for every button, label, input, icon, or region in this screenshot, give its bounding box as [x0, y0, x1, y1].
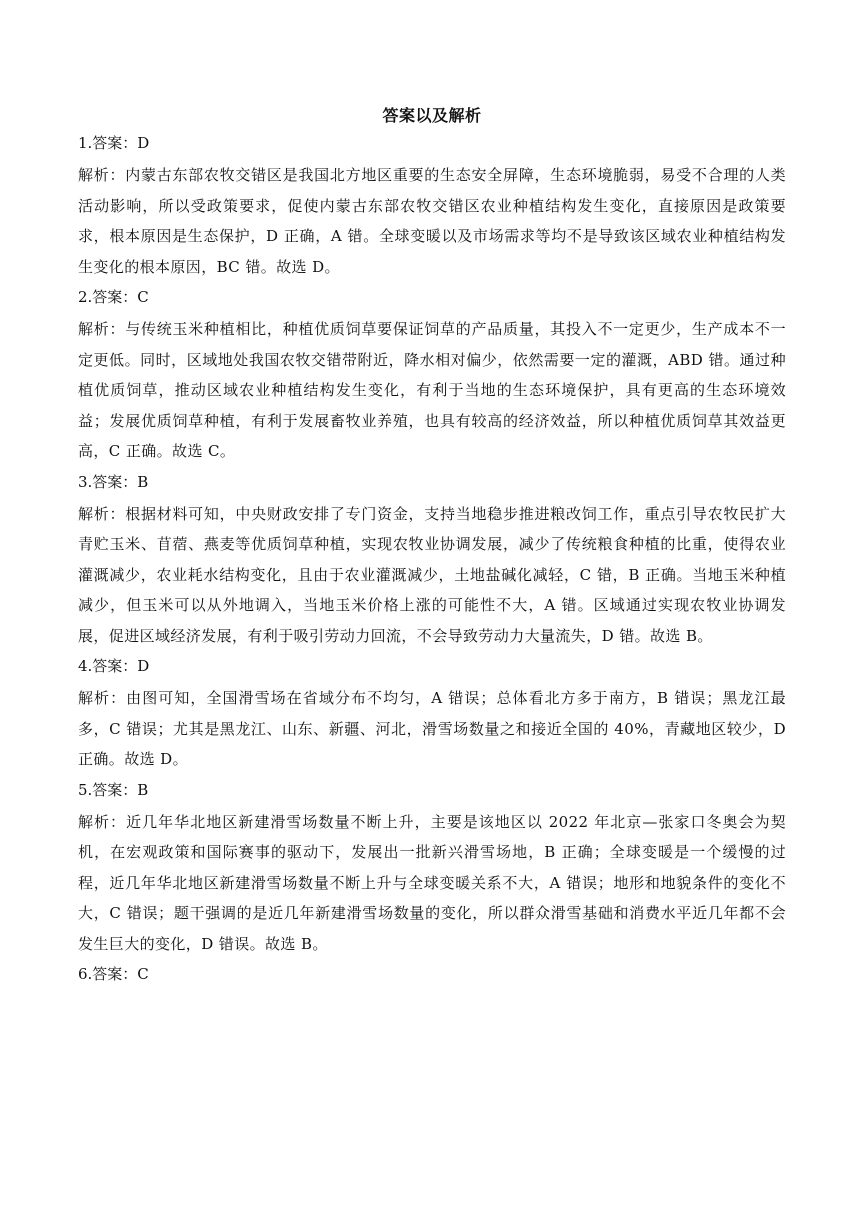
answer-item-5	[78, 779, 786, 960]
answer-item-1	[78, 132, 786, 282]
answer-item-3	[78, 471, 786, 652]
analysis-text: 解析：由图可知，全国滑雪场在省域分布不均匀，A 错误；总体看北方多于南方，B 错误；黑龙江最多，C 错误；尤其是黑龙江、山东、新疆、河北，滑雪场数量之和接近全国的 40%，青藏地区较少，D 正确。故选 D。	[78, 689, 786, 768]
answer-label: 3.答案：B	[78, 472, 149, 491]
analysis-text: 解析：内蒙古东部农牧交错区是我国北方地区重要的生态安全屏障，生态环境脆弱，易受不合理的人类活动影响，所以受政策要求，促使内蒙古东部农牧交错区农业种植结构发生变化，直接原因是政策要求，根本原因是生态保护，D 正确，A 错。全球变暖以及市场需求等均不是导致该区域农业种植结构发生变化的根本原因，BC 错。故选 D。	[78, 166, 786, 276]
answer-label: 1.答案：D	[78, 134, 150, 152]
answer-label: 4.答案：D	[78, 657, 150, 675]
page-title: 答案以及解析	[382, 106, 482, 125]
analysis-text: 解析：近几年华北地区新建滑雪场数量不断上升，主要是该地区以 2022 年北京—张家口冬奥会为契机，在宏观政策和国际赛事的驱动下，发展出一批新兴滑雪场地，B 正确；全球变暖是一个缓慢的过程，近几年华北地区新建滑雪场数量不断上升与全球变暖关系不大，A 错误；地形和地貌条件的变化不大，C 错误；题干强调的是近几年新建滑雪场数量的变化，所以群众滑雪基础和消费水平近几年都不会发生巨大的变化，D 错误。故选 B。	[78, 812, 786, 953]
answer-item-4	[78, 655, 786, 775]
analysis-text: 解析：与传统玉米种植相比，种植优质饲草要保证饲草的产品质量，其投入不一定更少，生产成本不一定更低。同时，区域地处我国农牧交错带附近，降水相对偏少，依然需要一定的灌溉，ABD 错。通过种植优质饲草，推动区域农业种植结构发生变化，有利于当地的生态环境保护，具有更高的生态环境效益；发展优质饲草种植，有利于发展畜牧业养殖，也具有较高的经济效益，所以种植优质饲草其效益更高，C 正确。故选 C。	[78, 320, 786, 460]
answer-label: 6.答案：C	[78, 965, 149, 983]
answer-item-2	[78, 286, 786, 467]
analysis-text: 解析：根据材料可知，中央财政安排了专门资金，支持当地稳步推进粮改饲工作，重点引导农牧民扩大青贮玉米、苜蓿、燕麦等优质饲草种植，实现农牧业协调发展，减少了传统粮食种植的比重，使得农业灌溉减少，农业耗水结构变化，且由于农业灌溉减少，土地盐碱化减轻，C 错，B 正确。当地玉米种植减少，但玉米可以从外地调入，当地玉米价格上涨的可能性不大，A 错。区域通过实现农牧业协调发展，促进区域经济发展，有利于吸引劳动力回流，不会导致劳动力大量流失，D 错。故选 B。	[78, 504, 786, 645]
answer-label: 5.答案：B	[78, 780, 149, 799]
answer-item-6	[78, 963, 786, 989]
answer-label: 2.答案：C	[78, 288, 149, 306]
